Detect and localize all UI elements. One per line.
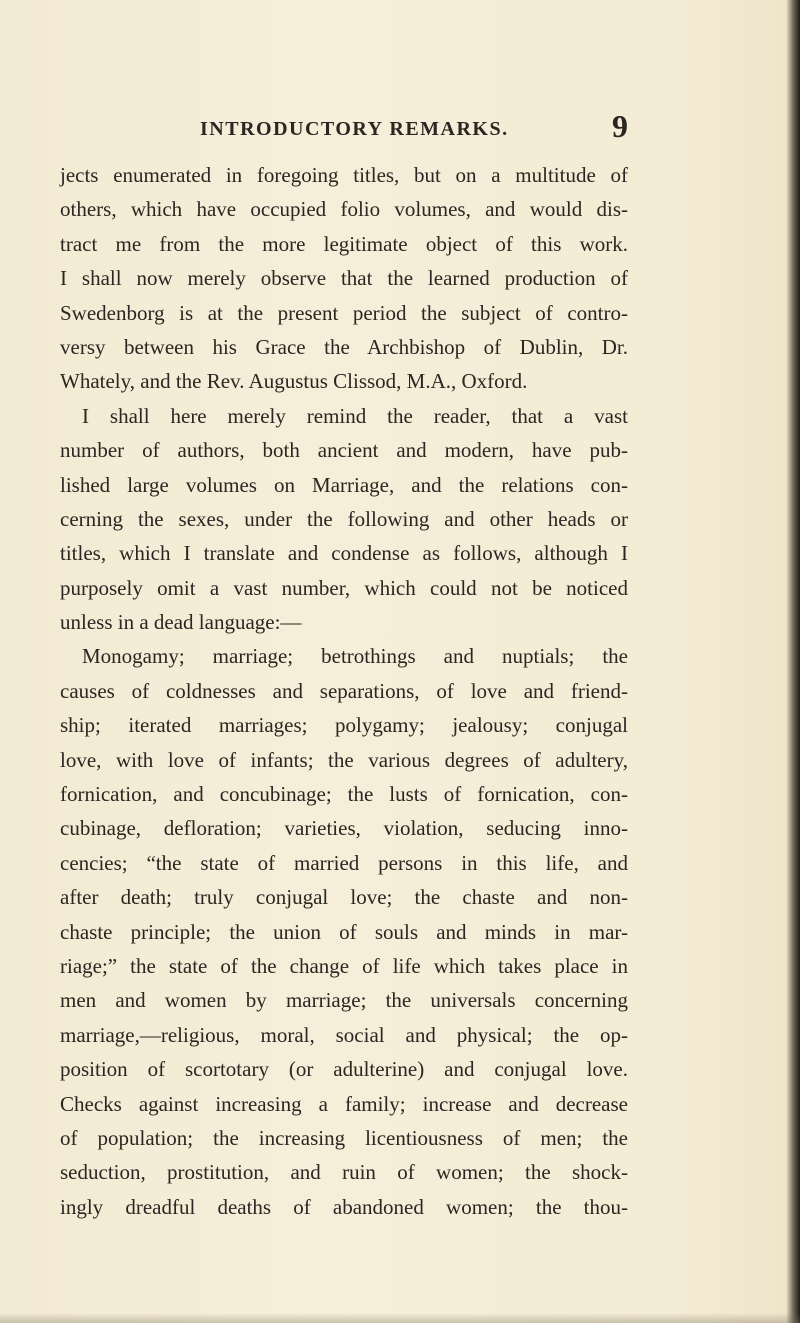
- text-line: riage;” the state of the change of life which takes place in: [60, 953, 628, 978]
- text-line: chaste principle; the union of souls and minds in mar-: [60, 919, 628, 944]
- text-line: after death; truly conjugal love; the chaste and non-: [60, 885, 628, 910]
- running-head: INTRODUCTORY REMARKS.: [200, 118, 509, 140]
- text-line: cerning the sexes, under the following and other heads or: [60, 506, 628, 531]
- text-line: tract me from the more legitimate object of this work.: [60, 231, 628, 256]
- text-line: ship; iterated marriages; polygamy; jealousy; conjugal: [60, 713, 628, 738]
- text-line: lished large volumes on Marriage, and the relations con-: [60, 472, 628, 497]
- text-line: marriage,—religious, moral, social and physical; the op-: [60, 1022, 628, 1047]
- text-line: titles, which I translate and condense as follows, although I: [60, 541, 628, 566]
- text-line: love, with love of infants; the various degrees of adultery,: [60, 747, 628, 772]
- paragraph-start-line: Monogamy; marriage; betrothings and nuptials; the: [82, 644, 628, 669]
- binding-shadow: [786, 0, 800, 1323]
- body-text: [60, 158, 628, 1224]
- text-line: causes of coldnesses and separations, of love and friend-: [60, 678, 628, 703]
- text-line: others, which have occupied folio volumes, and would dis-: [60, 197, 628, 222]
- text-line: versy between his Grace the Archbishop of Dublin, Dr.: [60, 334, 628, 359]
- text-line: number of authors, both ancient and modern, have pub-: [60, 438, 628, 463]
- text-line: of population; the increasing licentiousness of men; the: [60, 1125, 628, 1150]
- text-line: Swedenborg is at the present period the subject of contro-: [60, 300, 628, 325]
- text-line: fornication, and concubinage; the lusts of fornication, con-: [60, 782, 628, 807]
- text-line: cubinage, defloration; varieties, violation, seducing inno-: [60, 816, 628, 841]
- text-line: jects enumerated in foregoing titles, but on a multitude of: [60, 163, 628, 187]
- text-line: seduction, prostitution, and ruin of women; the shock-: [60, 1160, 628, 1185]
- paragraph-start-line: I shall here merely remind the reader, that a vast: [82, 403, 628, 428]
- text-line: cencies; “the state of married persons in this life, and: [60, 850, 628, 875]
- text-line: purposely omit a vast number, which could not be noticed: [60, 575, 628, 600]
- page-bottom-edge: [0, 1313, 800, 1323]
- text-line: ingly dreadful deaths of abandoned women; the thou-: [60, 1194, 628, 1219]
- page-header: [60, 108, 628, 148]
- page-number: 9: [612, 108, 628, 144]
- text-line: position of scortotary (or adulterine) and conjugal love.: [60, 1057, 628, 1082]
- text-line: I shall now merely observe that the learned production of: [60, 266, 628, 291]
- text-line: Whately, and the Rev. Augustus Clissod, M.A., Oxford.: [60, 369, 528, 394]
- text-line: Checks against increasing a family; increase and decrease: [60, 1091, 628, 1116]
- text-line: men and women by marriage; the universals concerning: [60, 988, 628, 1013]
- text-line: unless in a dead language:—: [60, 610, 302, 635]
